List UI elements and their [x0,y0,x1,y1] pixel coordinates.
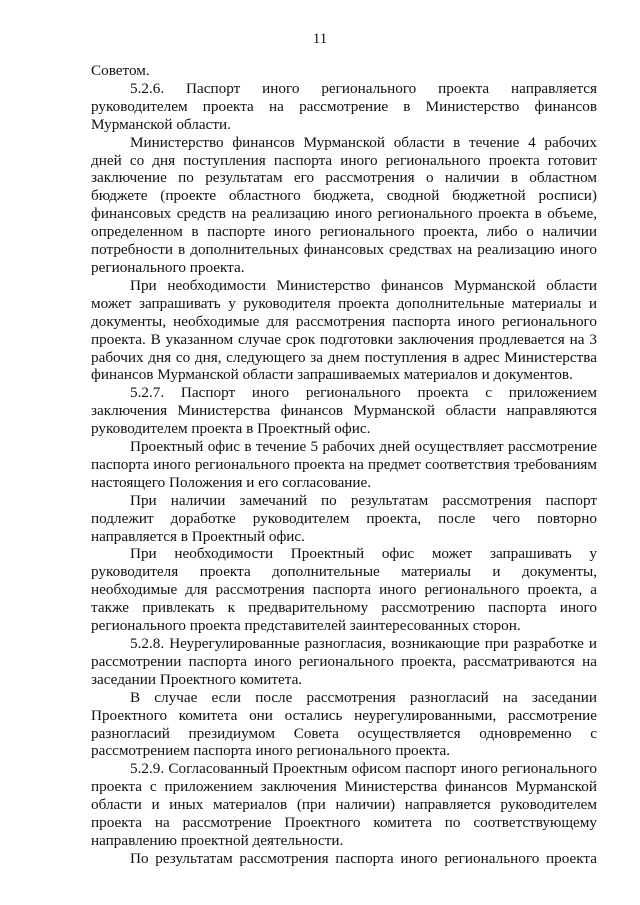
paragraph: Министерство финансов Мурманской области в течение 4 рабочих дней со дня поступления паспорта иного регионального проекта готовит заключение по результатам его рассмотрения о наличии в областном бюджете (проекте областного бюджета, сводной бюджетной росписи) финансовых средств на реализацию иного регионального проекта в объеме, определенном в паспорте иного регионального проекта, либо о наличии потребности в дополнительных финансовых средствах на реализацию иного регионального проекта. [91,133,597,276]
paragraph: Проектный офис в течение 5 рабочих дней осуществляет рассмотрение паспорта иного регионального проекта на предмет соответствия требованиям настоящего Положения и его согласование. [91,438,597,491]
paragraph: 5.2.7. Паспорт иного регионального проекта с приложением заключения Министерства финансов Мурманской области направляются руководителем проекта в Проектный офис. [91,384,597,438]
paragraph: В случае если после рассмотрения разногласий на заседании Проектного комитета они остались неурегулированными, рассмотрение разногласий президиумом Совета осуществляется одновременно с рассмотрением паспорта иного регионального проекта. [91,688,597,760]
document-body [91,62,597,868]
paragraph: 5.2.9. Согласованный Проектным офисом паспорт иного регионального проекта с приложением заключения Министерства финансов Мурманской области и иных материалов (при наличии) направляется руководителем проекта на рассмотрение Проектного комитета по соответствующему направлению проектной деятельности. [91,760,597,849]
paragraph: 5.2.8. Неурегулированные разногласия, возникающие при разработке и рассмотрении паспорта иного регионального проекта, рассматриваются на заседании Проектного комитета. [91,635,597,688]
paragraph: 5.2.6. Паспорт иного регионального проекта направляется руководителем проекта на рассмотрение в Министерство финансов Мурманской области. [91,79,597,133]
paragraph: При необходимости Проектный офис может запрашивать у руководителя проекта дополнительные материалы и документы, необходимые для рассмотрения паспорта иного регионального проекта, а также привлекать к предварительному рассмотрению паспорта иного регионального проекта представителей заинтересованных сторон. [91,545,597,635]
paragraph: При наличии замечаний по результатам рассмотрения паспорт подлежит доработке руководителем проекта, после чего повторно направляется в Проектный офис. [91,491,597,545]
paragraph: По результатам рассмотрения паспорта иного регионального проекта [130,849,597,867]
paragraph: При необходимости Министерство финансов Мурманской области может запрашивать у руководителя проекта дополнительные материалы и документы, необходимые для рассмотрения паспорта иного регионального проекта. В указанном случае срок подготовки заключения продлевается на 3 рабочих дня со дня, следующего за днем поступления в адрес Министерства финансов Мурманской области запрашиваемых материалов и документов. [91,276,597,384]
paragraph: Советом. [91,62,150,79]
page-number: 11 [312,31,328,47]
